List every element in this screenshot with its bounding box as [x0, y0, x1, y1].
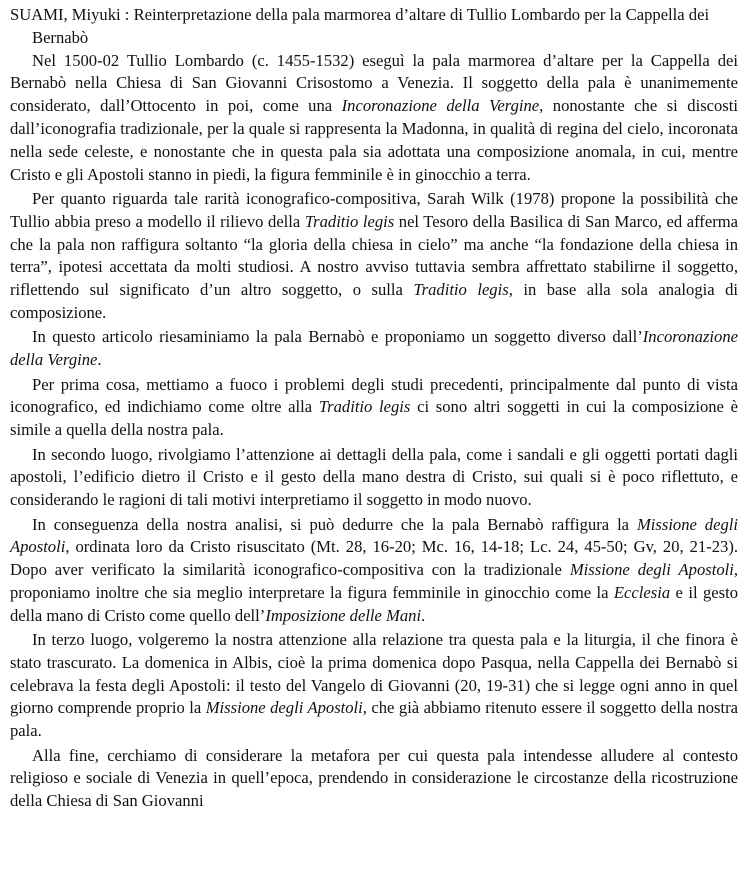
title-separator: :	[120, 5, 134, 24]
title-text: Reinterpretazione della pala marmorea d’altare di Tullio Lombardo per la Cappella dei Bernabò	[32, 5, 710, 47]
text-run: .	[421, 605, 426, 625]
paragraph	[10, 444, 738, 512]
paragraph	[10, 629, 738, 743]
abstract-body	[10, 50, 738, 813]
text-run: nel Tesoro della Basilica di San Marco, ed afferma che la pala non raffigura soltanto “la gloria della chiesa in cielo” ma anche “la fondazione della chiesa in terra”, ipotesi accettata da molti studiosi. A nostro avviso tuttavia sembra affrettato stabilirne il soggetto, riflettendo sul significato d’un altro soggetto, o sulla	[10, 211, 738, 300]
italic-term: Incoronazione della Vergine	[341, 96, 540, 116]
text-run: Nel 1500-02 Tullio Lombardo (c. 1455-1532) eseguì la pala marmorea d’altare per la Cappella dei Bernabò nella Chiesa di San Giovanni Crisostomo a Venezia. Il soggetto della pala è unanimemente considerato, dall’Ottocento in poi, come una	[10, 50, 738, 116]
text-run: In terzo luogo, volgeremo la nostra attenzione alla relazione tra questa pala e la liturgia, il che finora è stato trascurato. La domenica in Albis, cioè la prima domenica dopo Pasqua, nella Cappella dei Bernabò si celebrava la festa degli Apostoli: il testo del Vangelo di Giovanni (20, 19-31) che si legge ogni anno in quel giorno comprende proprio la	[10, 630, 738, 718]
text-run: , in base alla sola analogia di composizione.	[10, 280, 739, 322]
italic-term: Traditio legis	[413, 280, 509, 300]
paragraph	[10, 188, 738, 325]
text-run: Per quanto riguarda tale rarità iconografico-compositiva, Sarah Wilk (1978) propone la possibilità che Tullio abbia preso a modello il rilievo della	[10, 188, 738, 231]
text-run: In questo articolo riesaminiamo la pala Bernabò e proponiamo un soggetto diverso dall’	[32, 327, 643, 347]
paragraph	[10, 745, 738, 813]
text-run: In secondo luogo, rivolgiamo l’attenzione ai dettagli della pala, come i sandali e gli oggetti portati dagli apostoli, l’edificio dietro il Cristo e il gesto della mano destra di Cristo, sui quali si è poco riflettuto, e considerando le ragioni di tali motivi interpretiamo il soggetto in modo nuovo.	[10, 444, 738, 510]
italic-term: Missione degli Apostoli	[205, 698, 363, 718]
text-run: e il gesto della mano di Cristo come quello dell’	[10, 582, 738, 625]
italic-term: Missione degli Apostoli	[10, 514, 738, 557]
text-run: , ordinata loro da Cristo risuscitato (Mt. 28, 16-20; Mc. 16, 14-18; Lc. 24, 45-50; Gv, 20, 21-23). Dopo aver verificato la similarità iconografico-compositiva con la tradizionale	[10, 537, 738, 580]
italic-term: Ecclesia	[613, 582, 671, 602]
text-run: In conseguenza della nostra analisi, si può dedurre che la pala Bernabò raffigura la	[32, 514, 637, 534]
italic-term: Traditio legis	[318, 397, 411, 417]
article-title	[10, 4, 738, 50]
text-run: ci sono altri soggetti in cui la composizione è simile a quella della nostra pala.	[10, 397, 738, 440]
text-run: Per prima cosa, mettiamo a fuoco i problemi degli studi precedenti, principalmente dal punto di vista iconografico, ed indichiamo come oltre alla	[10, 374, 738, 417]
text-run: , proponiamo inoltre che sia meglio interpretare la figura femminile in ginocchio come la	[10, 560, 738, 602]
document-page	[10, 4, 738, 813]
text-run: , che già abbiamo ritenuto essere il soggetto della nostra pala.	[10, 698, 738, 741]
author-name: SUAMI, Miyuki	[10, 5, 121, 24]
italic-term: Imposizione delle Mani	[265, 605, 422, 625]
paragraph	[10, 326, 738, 372]
italic-term: Incoronazione della Vergine	[10, 327, 738, 370]
text-run: , nonostante che si discosti dall’iconografia tradizionale, per la quale si rappresenta la Madonna, in qualità di regina del cielo, incoronata nella sede celeste, e nonostante che in questa pala sia adottata una composizione anomala, in cui, mentre Cristo e gli Apostoli stanno in piedi, la figura femminile è in ginocchio a terra.	[10, 96, 738, 184]
text-run: .	[97, 350, 102, 370]
italic-term: Traditio legis	[304, 211, 395, 231]
paragraph	[10, 514, 738, 628]
paragraph	[10, 374, 738, 442]
paragraph	[10, 50, 738, 187]
italic-term: Missione degli Apostoli	[569, 560, 734, 580]
text-run: Alla fine, cerchiamo di considerare la metafora per cui questa pala intendesse alludere al contesto religioso e sociale di Venezia in quell’epoca, prendendo in considerazione le circostanze della ricostruzione della Chiesa di San Giovanni	[10, 745, 738, 811]
